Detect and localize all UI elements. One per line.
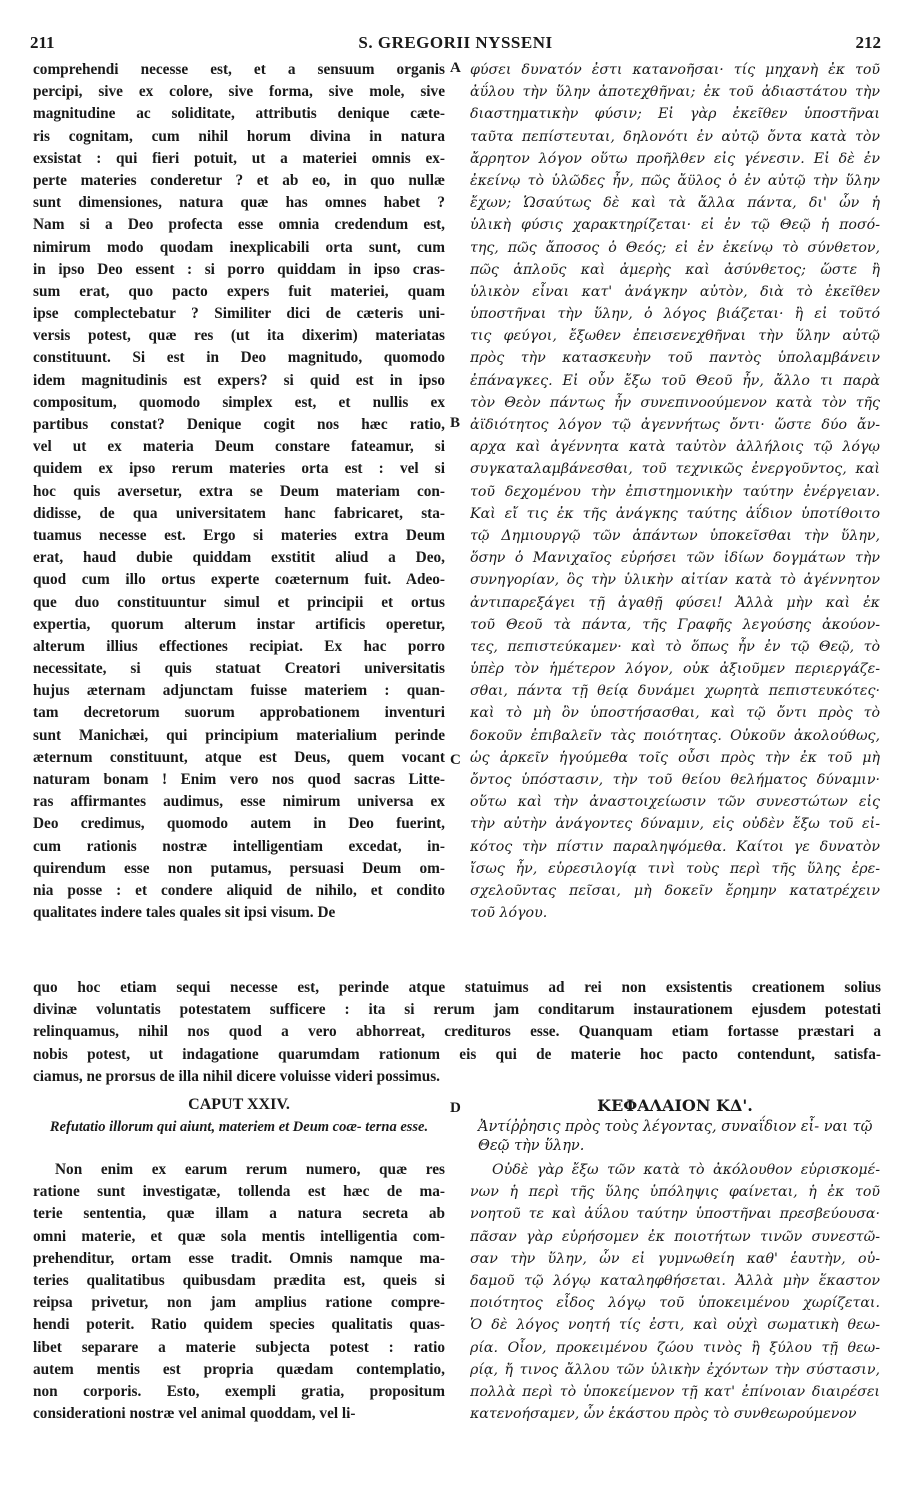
text-line: ἄρρητον λόγον οὕτω προῆλθεν εἰς γένεσιν. Εἰ δὲ ἐν — [470, 150, 880, 167]
text-line: quidem ex ipso rerum materies orta est : vel si — [33, 460, 445, 478]
text-line: πρὸς τὴν κατασκευὴν τοῦ παντὸς ὑπολαμβάνειν — [470, 350, 880, 367]
text-line: ἐπάναγκες. Εἰ οὖν ἔξω τοῦ Θεοῦ ἦν, ἄλλο τι παρὰ — [470, 372, 880, 389]
text-line: exsistat : qui fieri potuit, ut a materiei omnis ex- — [33, 149, 445, 167]
latin-column-bottom — [33, 1159, 445, 1425]
text-line: teries qualitatibus quibusdam prædita est, queis si — [33, 1271, 445, 1289]
text-line: ρίᾳ, ἤ τινος ἄλλου τῶν ὑλικὴν ἐχόντων τὴν σύστασιν, — [470, 1361, 880, 1378]
caput-heading-greek: ΚΕΦΑΛΑΙΟΝ ΚΔ'. — [597, 1096, 753, 1115]
caput-heading-latin: CAPUT XXIV. — [188, 1096, 290, 1113]
text-line: ὡς ἀρκεῖν ἡγούμεθα τοῖς οὖσι πρὸς τὴν ἐκ τοῦ μὴ — [470, 749, 880, 766]
text-line: versis potest, quæ res (ut ita dixerim) materiatas — [33, 327, 445, 345]
text-line: νων ἡ περὶ τῆς ὕλης ὑπόληψις φαίνεται, ἡ ἐκ τοῦ — [470, 1184, 880, 1201]
text-line: magnitudine ac soliditate, attributis denique cæte- — [33, 105, 445, 123]
text-line: ὑπὲρ τὸν ἡμέτερον λόγον, οὐκ ἀξιοῦμεν περιεργάζε- — [470, 661, 880, 678]
text-line: non corporis. Esto, exempli gratia, propositum — [33, 1382, 445, 1400]
text-line: cum rationis nostræ intelligentiam excedat, in- — [33, 837, 445, 855]
text-line: ὑλικὸν εἶναι κατ' ἀνάγκην αὐτὸν, διὰ τὸ ἐκεῖθεν — [470, 283, 880, 300]
text-line: τὴν αὐτὴν ἀνάγοντες δύναμιν, εἰς οὐδὲν ἔξω τοῦ εἰ- — [470, 816, 880, 833]
text-line: constituunt. Si est in Deo magnitudo, quomodo — [33, 349, 445, 367]
text-line: æternum constituunt, atque est Deus, quem vocant — [33, 748, 445, 766]
text-line: alterum illius effectiones recipiat. Ex hac porro — [33, 637, 445, 655]
text-line: οὕτω καὶ τὴν ἀναστοιχείωσιν τῶν συνεστώτων εἰς — [470, 794, 880, 811]
caput-subtitle-latin: Refutatio illorum qui aiunt, materiem et Deum coæ- terna esse. — [49, 1119, 429, 1135]
text-line: αρχα καὶ ἀγέννητα κατὰ ταὐτὸν ἀλλήλοις τῷ λόγῳ — [470, 439, 880, 456]
latin-full-width — [33, 977, 881, 1088]
text-line: τοῦ λόγου. — [470, 905, 548, 922]
text-line: Deo credimus, quomodo autem in Deo fuerint, — [33, 815, 445, 833]
text-line: reipsa privetur, non jam amplius ratione compre- — [33, 1294, 445, 1312]
text-line: expertia, quorum alterum instar artificis operetur, — [33, 615, 445, 633]
running-title: S. GREGORII NYSSENI — [358, 33, 553, 52]
running-head — [30, 33, 881, 55]
text-line: quo hoc etiam sequi necesse est, perinde atque statuimus ad rei non exsistentis creationem solius — [33, 979, 881, 996]
text-line: τῷ Δημιουργῷ τῶν ἁπάντων ὑποκεῖσθαι τὴν ὕλην, — [470, 527, 880, 544]
text-line: καὶ τὸ μὴ ὂν ὑποστήσασθαι, καὶ τῷ ὄντι πρὸς τὸ — [470, 705, 880, 722]
text-line: libet separare a materie subjecta potest : ratio — [33, 1338, 445, 1356]
text-line: quod cum illo ortus experte coæternum fuit. Adeo- — [33, 571, 445, 589]
text-line: σθαι, πάντα τῇ θείᾳ δυνάμει χωρητὰ πεπιστευκότες· — [470, 683, 880, 700]
margin-marker-d: D — [450, 1100, 461, 1116]
text-line: necessitate, si quis statuat Creatori universitatis — [33, 660, 445, 678]
text-line: naturam bonam ! Enim vero nos quod sacras Litte- — [33, 771, 445, 788]
text-line: ὅσην ὁ Μανιχαῖος εὑρήσει τῶν ἰδίων δογμάτων τὴν — [470, 550, 880, 567]
text-line: nobis potest, ut indagatione quarumdam rationum eis qui de materie hoc pacto contendunt, satisfa- — [33, 1045, 881, 1063]
text-line: της, πῶς ἄποσος ὁ Θεός; εἰ ἐν ἐκείνῳ τὸ σύνθετον, — [470, 239, 880, 256]
text-line: compositum, quomodo simplex est, et nullis ex — [33, 393, 445, 411]
text-line: idem magnitudinis est expers? si quid est in ipso — [33, 371, 445, 389]
text-line: sunt Manichæi, qui principium materialium perinde — [33, 726, 445, 744]
greek-column-bottom — [470, 1159, 880, 1425]
text-line: Οὐδὲ γὰρ ἔξω τῶν κατὰ τὸ ἀκόλουθον εὑρισκομέ- — [492, 1162, 880, 1178]
text-line: terie sententia, quæ illam a natura secreta ab — [33, 1205, 445, 1223]
text-line: ὑλικὴ φύσις χαρακτηρίζεται· εἰ ἐν τῷ Θεῷ ἡ ποσό- — [470, 217, 880, 234]
text-line: νοητοῦ τε καὶ ἀΰλου ταύτην ὑποστῆναι πρεσβεύουσα· — [470, 1206, 880, 1223]
text-line: vel ut ex materia Deum constare fateamur, si — [33, 438, 445, 456]
text-line: συγκαταλαμβάνεσθαι, τοῦ τεχνικῶς ἐνεργοῦντος, καὶ — [470, 461, 880, 478]
text-line: ρία. Οἷον, προκειμένου ζώου τινὸς ἢ ξύλου τῇ θεω- — [470, 1339, 880, 1356]
text-line: τοῦ δεχομένου τὴν ἐπιστημονικὴν ταύτην ἐνέργειαν. — [470, 483, 880, 500]
text-line: hendi poterit. Ratio quidem species qualitatis quas- — [33, 1316, 445, 1334]
text-line: que duo constituuntur simul et principii et ortus — [33, 593, 445, 611]
text-line: tam decretorum suorum approbationem inventuri — [33, 704, 445, 722]
text-line: comprehendi necesse est, et a sensuum organis — [33, 61, 445, 78]
text-line: Ὁ δὲ λόγος νοητή τίς ἐστι, καὶ οὐχὶ σωματικὴ θεω- — [470, 1317, 880, 1334]
text-line: perte materies conderetur ? et ab eo, in quo nullæ — [33, 171, 445, 189]
text-line: Nam si a Deo profecta esse omnia credendum est, — [33, 216, 445, 234]
page-number-left: 211 — [30, 33, 55, 52]
text-line: τοῦ Θεοῦ τὰ πάντα, τῆς Γραφῆς λεγούσης ἀκούον- — [470, 616, 880, 633]
text-line: σχελοῦντας πεῖσαι, μὴ δοκεῖν ἔρημην κατατρέχειν — [470, 882, 880, 899]
text-line: autem mentis est propria quædam contemplatio, — [33, 1360, 445, 1378]
text-line: τὸν Θεὸν πάντως ἦν συνεπινοούμενον κατὰ τὸν τῆς — [470, 394, 880, 411]
text-line: considerationi nostræ vel animal quoddam, vel li- — [33, 1405, 356, 1423]
text-line: δαμοῦ τῷ λόγῳ καταληφθήσεται. Ἀλλὰ μὴν ἕκαστον — [470, 1272, 880, 1289]
text-line: ras affirmantes audimus, esse nimirum universa ex — [33, 793, 445, 811]
text-line: sunt dimensiones, natura quæ has omnes habet ? — [33, 194, 445, 212]
text-line: Non enim ex earum rerum numero, quæ res — [55, 1161, 445, 1178]
text-line: hujus æternam adjunctam fuisse materiem : quan- — [33, 682, 445, 700]
greek-column-top — [470, 59, 880, 924]
text-line: hoc quis aversetur, extra se Deum materiam con- — [33, 482, 445, 500]
text-line: didisse, de qua universitatem hanc fabricaret, sta- — [33, 504, 445, 522]
text-line: ὄντος ὑπόστασιν, τὴν τοῦ θείου θελήματος δύναμιν· — [470, 772, 880, 788]
text-line: ἀΰλου τὴν ὕλην ἀποτεχθῆναι; ἐκ τοῦ ἀδιαστάτου τὴν — [470, 84, 880, 101]
text-line: ποιότητος εἶδος λόγῳ τοῦ ὑποκειμένου χωρίζεται. — [470, 1295, 880, 1312]
text-line: divinæ voluntatis potestatem sufficere : ita si rerum jam conditarum instaurationem ejusdem potestati — [33, 1001, 881, 1019]
text-line: φύσει δυνατόν ἐστι κατανοῆσαι· τίς μηχανὴ ἐκ τοῦ — [470, 62, 880, 78]
text-line: nia posse : et condere aliquid de nihilo, et condito — [33, 881, 445, 899]
text-line: prehenditur, ortam esse tradit. Omnis namque ma- — [33, 1249, 445, 1267]
text-line: percipi, sive ex colore, sive forma, sive mole, sive — [33, 83, 445, 101]
text-line: in ipso Deo essent : si porro quiddam in ipso cras- — [33, 260, 445, 278]
text-line: ἐκείνῳ τὸ ὑλῶδες ἦν, πῶς ἄϋλος ὁ ἐν αὐτῷ τὴν ὕλην — [470, 172, 880, 189]
text-line: τις φεύγοι, ἔξωθεν ἐπεισενεχθῆναι τὴν ὕλην αὐτῷ — [470, 328, 880, 345]
text-line: δοκοῦν ἐπιβαλεῖν τὰς ποιότητας. Οὐκοῦν ἀκολούθως, — [470, 727, 880, 744]
text-line: erat, haud dubie quiddam exstitit aliud a Deo, — [33, 549, 445, 567]
text-line: πᾶσαν γὰρ εὑρήσομεν ἐκ ποιοτήτων τινῶν συνεστῶ- — [470, 1228, 880, 1245]
text-line: qualitates indere tales quales sit ipsi visum. De — [33, 904, 336, 922]
text-line: ἀντιπαρεξάγει τῇ ἀγαθῇ φύσει! Ἀλλὰ μὴν καὶ ἐκ — [470, 594, 880, 611]
text-line: ipse complectebatur ? Similiter dici de cæteris uni- — [33, 305, 445, 323]
text-line: ἴσως ἦν, εὑρεσιλογίᾳ τινὶ τοὺς περὶ τῆς ὕλης ἐρε- — [470, 860, 880, 877]
margin-marker-c: C — [450, 752, 461, 768]
text-line: ἀϊδιότητος λόγον τῷ ἀγεννήτως ὄντι· ὥστε δύο ἄν- — [470, 417, 880, 433]
text-line: quirendum esse non putamus, persuasi Deum om- — [33, 859, 445, 877]
text-line: συνηγορίαν, ὃς τὴν ὑλικὴν αἰτίαν κατὰ τὸ ἀγέννητον — [470, 572, 880, 589]
text-line: ris cognitam, cum nihil horum divina in natura — [33, 127, 445, 145]
text-line: ratione sunt investigatæ, tollenda est hæc de ma- — [33, 1183, 445, 1201]
text-line: τες, πεπιστεύκαμεν· καὶ τὸ ὅπως ἦν ἐν τῷ Θεῷ, τὸ — [470, 638, 880, 655]
margin-marker-b: B — [450, 415, 461, 431]
text-line: ὑποστῆναι τὴν ὕλην, ὁ λόγος βιάζεται· ἢ εἰ τοῦτό — [470, 306, 880, 323]
caput-subtitle-greek: Ἀντίῤῥησις πρὸς τοὺς λέγοντας, συναΐδιον εἶ- ναι τῷ Θεῷ τὴν ὕλην. — [478, 1119, 873, 1154]
text-line: Καὶ εἴ τις ἐκ τῆς ἀνάγκης ταύτης ἀΐδιον ὑποτίθοιτο — [470, 505, 880, 522]
text-line: διαστηματικὴν φύσιν; Εἰ γὰρ ἐκεῖθεν ὑποστῆναι — [470, 106, 880, 123]
margin-marker-a: A — [450, 60, 461, 76]
text-line: sum erat, quo pacto expers fuit materiei, quam — [33, 282, 445, 300]
text-line: κατενοήσαμεν, ὧν ἑκάστου πρὸς τὸ συνθεωρούμενον — [470, 1406, 857, 1423]
text-line: σαν τὴν ὕλην, ὧν εἰ γυμνωθείη καθ' ἑαυτὴν, οὐ- — [470, 1250, 880, 1267]
text-line: omni materie, et quæ sola mentis intelligentia com- — [33, 1227, 445, 1245]
text-line: relinquamus, nihil nos quod a vero abhorreat, credituros esse. Quanquam etiam fortasse præstari a — [33, 1023, 881, 1041]
latin-column-top — [33, 59, 445, 924]
text-line: ἔχων; Ὡσαύτως δὲ καὶ τὰ ἄλλα πάντα, δι' ὧν ἡ — [470, 195, 880, 212]
text-line: πῶς ἁπλοῦς καὶ ἀμερὴς καὶ ἀσύνθετος; ὥστε ἢ — [470, 261, 880, 278]
text-line: ciamus, ne prorsus de illa nihil dicere voluisse videri possimus. — [33, 1067, 440, 1085]
text-line: ταῦτα πεπίστευται, δηλονότι ἐν αὐτῷ ὄντα κατὰ τὸν — [470, 128, 880, 145]
text-line: πολλὰ περὶ τὸ ὑποκείμενον τῇ κατ' ἐπίνοιαν διαιρέσει — [470, 1383, 880, 1400]
text-line: tuamus necesse est. Ergo si materies extra Deum — [33, 526, 445, 544]
text-line: nimirum modo quodam inexplicabili orta sunt, cum — [33, 238, 445, 256]
text-line: partibus constat? Denique cogit nos hæc ratio, — [33, 416, 445, 433]
page-number-right: 212 — [855, 33, 881, 52]
text-line: κότος τὴν πίστιν παραληψόμεθα. Καίτοι γε δυνατὸν — [470, 838, 880, 855]
